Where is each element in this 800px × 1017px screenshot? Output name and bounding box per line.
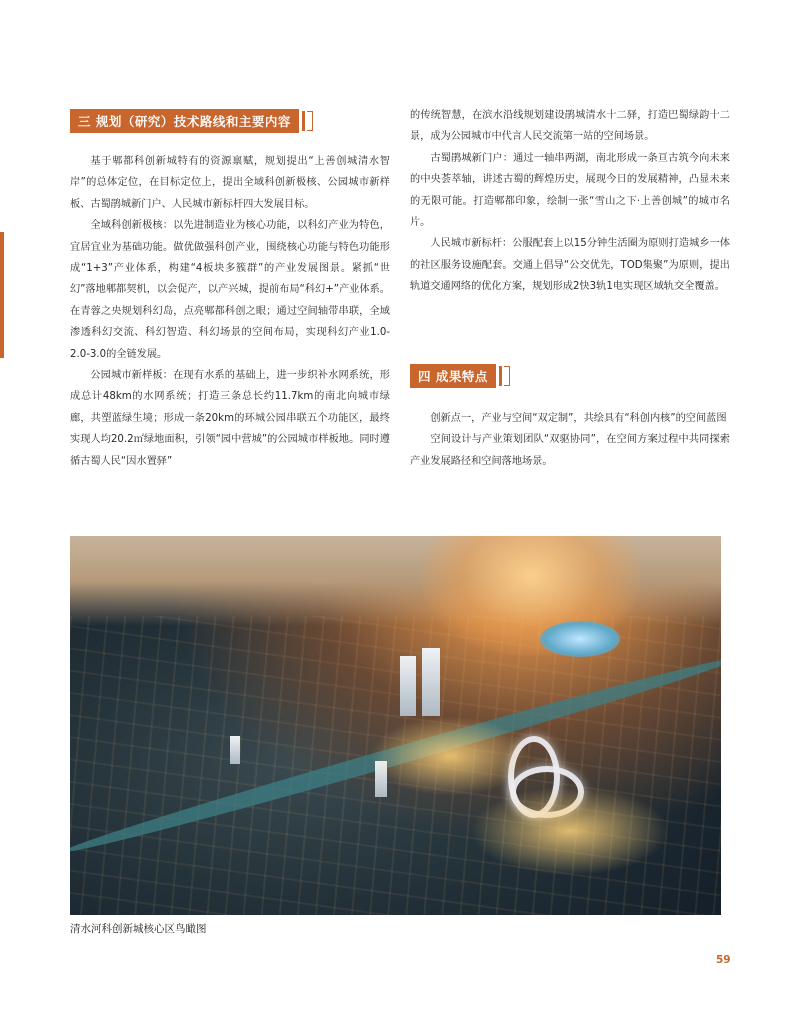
- lake: [540, 621, 620, 657]
- section-heading-3-label: 三 规划（研究）技术路线和主要内容: [70, 109, 299, 133]
- aerial-city-photo: [70, 536, 721, 915]
- paragraph: 古蜀鹃城新门户：通过一轴串两湖，南北形成一条亘古筑今向未来的中央荟萃轴，讲述古蜀的辉煌历史，展现今日的发展精神，凸显未来的无限可能。打造郫都印象，绘制一张“雪山之下·上善创城”的城市名片。: [410, 152, 730, 229]
- page-edge-marker: [0, 232, 4, 358]
- section-heading-4: [410, 364, 512, 388]
- tower: [400, 656, 416, 716]
- light-glow: [470, 786, 670, 876]
- paragraph: 基于郫都科创新城特有的资源禀赋，规划提出“上善创城清水智岸”的总体定位，在目标定位上，提出全域科创新极核、公园城市新样板、古蜀鹃城新门户、人民城市新标杆四大发展目标。: [70, 156, 390, 210]
- bracket-ornament-icon: [299, 109, 315, 133]
- right-text-column-mid: [410, 408, 730, 472]
- tower: [422, 648, 440, 716]
- paragraph: 创新点一，产业与空间“双定制”，共绘具有“科创内核”的空间蓝图: [430, 413, 727, 424]
- photo-caption: 清水河科创新城核心区鸟瞰图: [70, 923, 207, 935]
- paragraph: 的传统智慧，在滨水沿线规划建设鹃城清水十二驿，打造巴蜀绿韵十二景，成为公园城市中代言人民交流第一站的空间场景。: [410, 110, 730, 143]
- left-text-column: [70, 151, 390, 472]
- paragraph: 全域科创新极核：以先进制造业为核心功能，以科幻产业为特色，宜居宜业为基础功能。做优做强科创产业，围绕核心功能与特色功能形成“1+3”产业体系，构建“4板块多簇群”的产业发展图景。紧抓“世幻”落地郫都契机，以会促产，以产兴城，提前布局“科幻+”产业体系。在青蓉之央规划科幻岛，点亮郫都科创之眼；通过空间轴带串联，全域渗透科幻交流、科幻智造、科幻场景的空间布局，实现科幻产业1.0-2.0-3.0的全链发展。: [70, 220, 390, 360]
- tower: [230, 736, 240, 764]
- paragraph: 公园城市新样板：在现有水系的基础上，进一步织补水网系统，形成总计48km的水网系统；打造三条总长约11.7km的南北向城市绿廊，共塑蓝绿生境；形成一条20km的环城公园串联五个功能区，最终实现人均20.2㎡绿地面积，引领“园中营城”的公园城市样板地。同时遵循古蜀人民“因水置驿”: [70, 370, 390, 467]
- section-heading-4-label: 四 成果特点: [410, 364, 496, 388]
- paragraph: 人民城市新标杆：公服配套上以15分钟生活圈为原则打造城乡一体的社区服务设施配套。交通上倡导“公交优先，TOD集聚”为原则，提出轨道交通网络的优化方案，规划形成2快3轨1电实现区域轨交全覆盖。: [410, 238, 730, 293]
- bracket-ornament-icon: [496, 364, 512, 388]
- paragraph: 空间设计与产业策划团队“双驱协同”，在空间方案过程中共同探索产业发展路径和空间落地场景。: [410, 434, 730, 467]
- light-glow: [370, 716, 530, 796]
- section-heading-3: [70, 109, 315, 133]
- page-number: 59: [716, 954, 731, 966]
- right-text-column-top: [410, 105, 730, 298]
